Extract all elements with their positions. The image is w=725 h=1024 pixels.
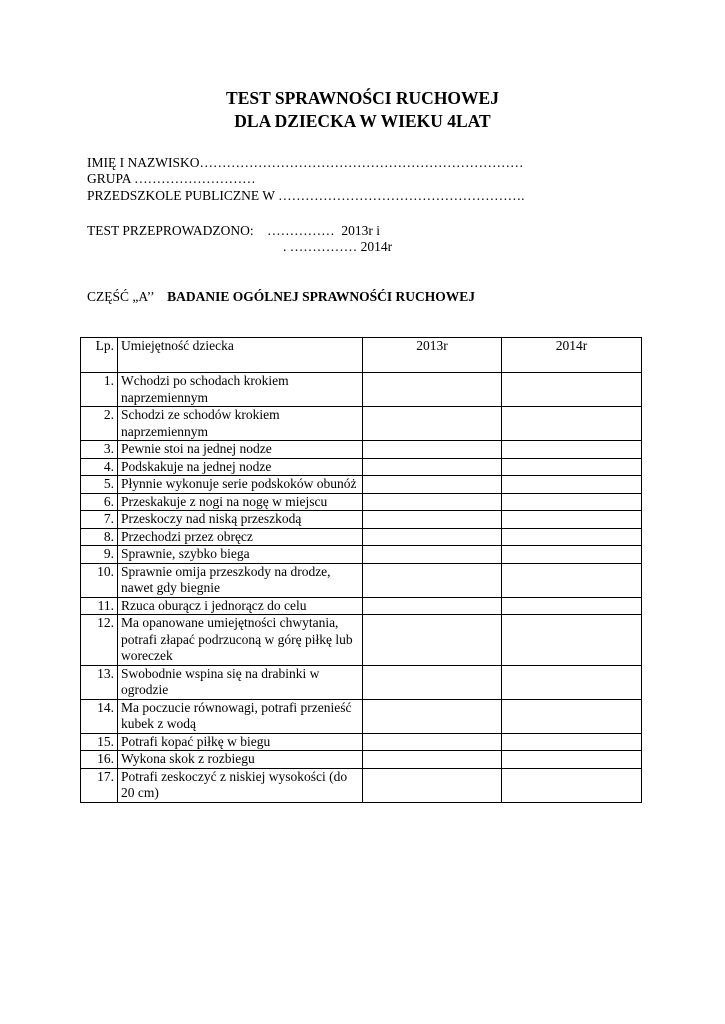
score-2014-cell[interactable] [502, 458, 642, 476]
score-2013-cell[interactable] [363, 528, 502, 546]
name-field-line: IMIĘ I NAZWISKO……………………………………………………………… [87, 155, 524, 170]
table-row [81, 441, 642, 459]
header-lp: Lp. [81, 338, 118, 373]
row-number: 15. [81, 733, 118, 751]
score-2013-cell[interactable] [363, 768, 502, 802]
skill-cell: Potrafi kopać piłkę w biegu [118, 733, 363, 751]
score-2014-cell[interactable] [502, 733, 642, 751]
row-number: 3. [81, 441, 118, 459]
skills-table [80, 337, 642, 803]
skill-cell: Wykona skok z rozbiegu [118, 751, 363, 769]
skill-cell: Rzuca oburącz i jednorącz do celu [118, 597, 363, 615]
score-2013-cell[interactable] [363, 493, 502, 511]
score-2013-cell[interactable] [363, 563, 502, 597]
score-2014-cell[interactable] [502, 665, 642, 699]
table-row [81, 768, 642, 802]
document-title: TEST SPRAWNOŚCI RUCHOWEJ [226, 88, 499, 108]
row-number: 2. [81, 407, 118, 441]
score-2013-cell[interactable] [363, 751, 502, 769]
score-2014-cell[interactable] [502, 563, 642, 597]
section-prefix: CZĘŚĆ „A’’ [87, 289, 154, 304]
score-2013-cell[interactable] [363, 615, 502, 666]
score-2014-cell[interactable] [502, 476, 642, 494]
group-field-line: GRUPA ……………………… [87, 171, 256, 186]
score-2014-cell[interactable] [502, 441, 642, 459]
table-row [81, 665, 642, 699]
skill-cell: Przeskakuje z nogi na nogę w miejscu [118, 493, 363, 511]
score-2013-cell[interactable] [363, 458, 502, 476]
skill-cell: Przeskoczy nad niską przeszkodą [118, 511, 363, 529]
skill-cell: Pewnie stoi na jednej nodze [118, 441, 363, 459]
row-number: 7. [81, 511, 118, 529]
score-2013-cell[interactable] [363, 441, 502, 459]
table-row [81, 699, 642, 733]
score-2013-cell[interactable] [363, 476, 502, 494]
row-number: 11. [81, 597, 118, 615]
header-2013: 2013r [363, 338, 502, 373]
table-row [81, 511, 642, 529]
row-number: 17. [81, 768, 118, 802]
score-2014-cell[interactable] [502, 407, 642, 441]
skill-cell: Sprawnie omija przeszkody na drodze, nawet gdy biegnie [118, 563, 363, 597]
row-number: 8. [81, 528, 118, 546]
table-header-row [81, 338, 642, 373]
table-row [81, 615, 642, 666]
row-number: 10. [81, 563, 118, 597]
score-2014-cell[interactable] [502, 493, 642, 511]
skill-cell: Płynnie wykonuje serie podskoków obunóż [118, 476, 363, 494]
school-field-line: PRZEDSZKOLE PUBLICZNE W ………………………………………………. [87, 188, 525, 203]
row-number: 12. [81, 615, 118, 666]
table-row [81, 373, 642, 407]
skill-cell: Ma opanowane umiejętności chwytania, potrafi złapać podrzuconą w górę piłkę lub woreczek [118, 615, 363, 666]
row-number: 6. [81, 493, 118, 511]
row-number: 5. [81, 476, 118, 494]
row-number: 16. [81, 751, 118, 769]
table-row [81, 733, 642, 751]
row-number: 14. [81, 699, 118, 733]
score-2014-cell[interactable] [502, 373, 642, 407]
table-row [81, 563, 642, 597]
row-number: 9. [81, 546, 118, 564]
row-number: 4. [81, 458, 118, 476]
score-2013-cell[interactable] [363, 511, 502, 529]
skill-cell: Przechodzi przez obręcz [118, 528, 363, 546]
score-2013-cell[interactable] [363, 665, 502, 699]
table-row [81, 458, 642, 476]
test-date-line-2: . …………… 2014r [283, 239, 393, 254]
document-subtitle: DLA DZIECKA W WIEKU 4LAT [234, 111, 491, 131]
table-row [81, 493, 642, 511]
table-row [81, 751, 642, 769]
score-2013-cell[interactable] [363, 699, 502, 733]
score-2014-cell[interactable] [502, 511, 642, 529]
row-number: 13. [81, 665, 118, 699]
skill-cell: Schodzi ze schodów krokiem naprzemiennym [118, 407, 363, 441]
skill-cell: Ma poczucie równowagi, potrafi przenieść kubek z wodą [118, 699, 363, 733]
score-2013-cell[interactable] [363, 597, 502, 615]
skill-cell: Potrafi zeskoczyć z niskiej wysokości (do 20 cm) [118, 768, 363, 802]
table-row [81, 476, 642, 494]
score-2013-cell[interactable] [363, 407, 502, 441]
score-2014-cell[interactable] [502, 528, 642, 546]
skill-cell: Sprawnie, szybko biega [118, 546, 363, 564]
score-2014-cell[interactable] [502, 768, 642, 802]
score-2013-cell[interactable] [363, 733, 502, 751]
score-2014-cell[interactable] [502, 699, 642, 733]
score-2013-cell[interactable] [363, 546, 502, 564]
row-number: 1. [81, 373, 118, 407]
section-title: BADANIE OGÓLNEJ SPRAWNOŚĆI RUCHOWEJ [167, 289, 476, 304]
score-2014-cell[interactable] [502, 597, 642, 615]
score-2014-cell[interactable] [502, 615, 642, 666]
table-row [81, 546, 642, 564]
score-2013-cell[interactable] [363, 373, 502, 407]
skill-cell: Wchodzi po schodach krokiem naprzemiennym [118, 373, 363, 407]
header-skill: Umiejętność dziecka [118, 338, 363, 373]
header-2014: 2014r [502, 338, 642, 373]
score-2014-cell[interactable] [502, 751, 642, 769]
table-row [81, 407, 642, 441]
skill-cell: Podskakuje na jednej nodze [118, 458, 363, 476]
skill-cell: Swobodnie wspina się na drabinki w ogrodzie [118, 665, 363, 699]
table-row [81, 528, 642, 546]
score-2014-cell[interactable] [502, 546, 642, 564]
table-row [81, 597, 642, 615]
section-heading [87, 288, 475, 305]
test-date-line-1: TEST PRZEPROWADZONO: …………… 2013r i [87, 223, 381, 238]
